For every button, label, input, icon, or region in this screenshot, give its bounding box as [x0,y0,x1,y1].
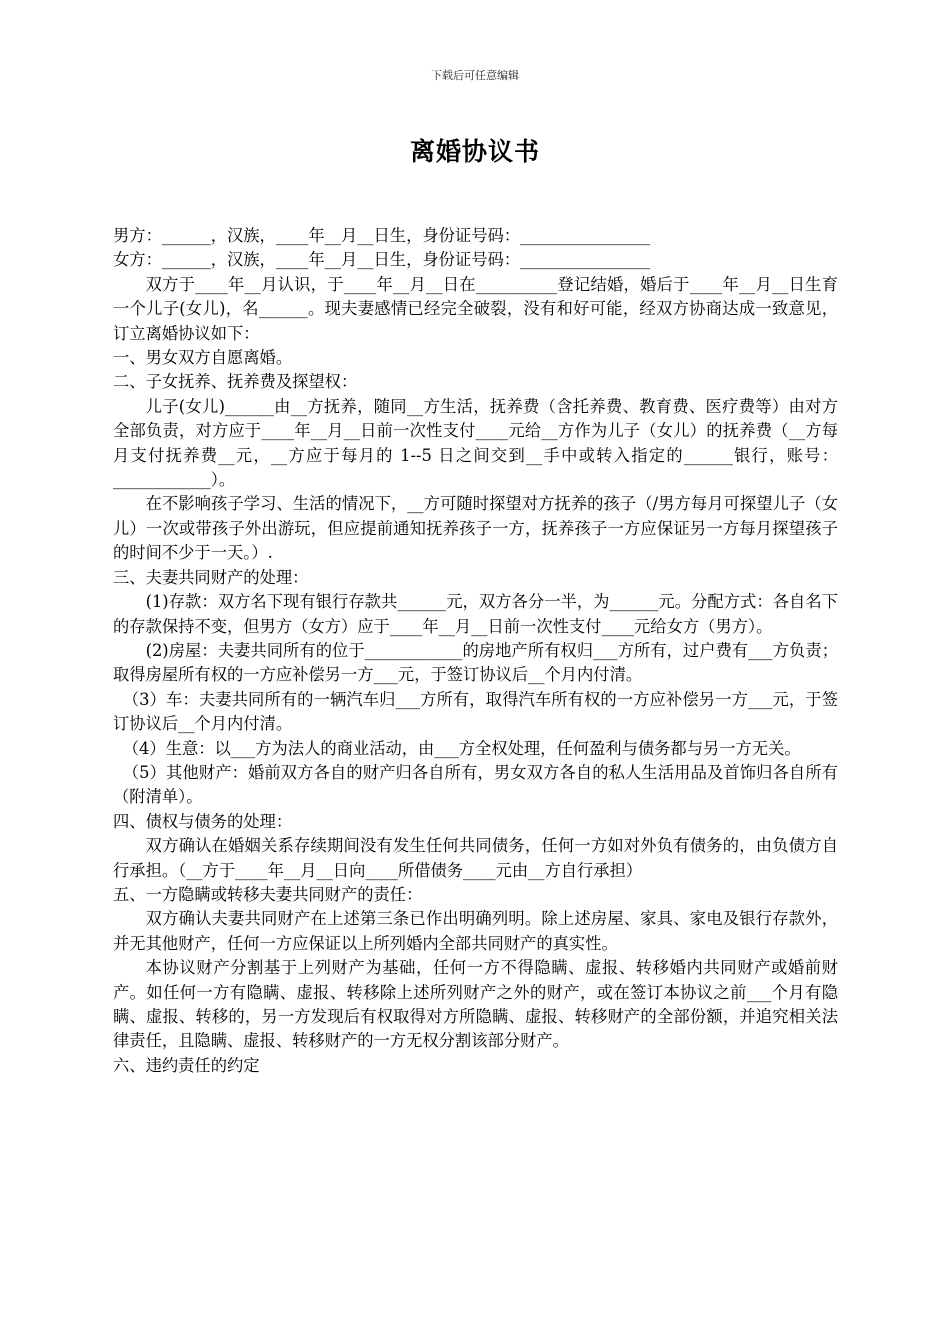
agreement-paragraph: 女方：______，汉族，____年__月__日生，身份证号码：________________ [113,250,651,270]
agreement-paragraph: (1)存款：双方名下现有银行存款共______元，双方各分一半，为______元。分配方式：各自名下的存款保持不变，但男方（女方）应于____年__月__日前一次性支付____元给女方（男方）。 [113,592,838,636]
agreement-paragraph: 二、子女抚养、抚养费及探望权： [113,372,358,392]
agreement-paragraph: 男方：______，汉族，____年__月__日生，身份证号码：________________ [113,226,651,245]
agreement-paragraph: (2)房屋：夫妻共同所有的位于____________的房地产所有权归___方所有，过户费有___方负责；取得房屋所有权的一方应补偿另一方___元，于签订协议后__个月内付清。 [113,640,838,685]
agreement-paragraph: （3）车：夫妻共同所有的一辆汽车归___方所有，取得汽车所有权的一方应补偿另一方___元，于签订协议后__个月内付清。 [113,689,838,734]
agreement-paragraph: 在不影响孩子学习、生活的情况下，__方可随时探望对方抚养的孩子（/男方每月可探望儿子（女儿）一次或带孩子外出游玩，但应提前通知抚养孩子一方，抚养孩子一方应保证另一方每月探望孩子的时间不少于一天。）. [113,494,838,563]
agreement-paragraph: （4）生意：以___方为法人的商业活动，由___方全权处理，任何盈利与债务都与另一方无关。 [122,738,801,758]
agreement-paragraph: 双方确认在婚姻关系存续期间没有发生任何共同债务，任何一方如对外负有债务的，由负债方自行承担。（__方于____年__月__日向____所借债务____元由__方自行承担） [113,836,838,880]
agreement-paragraph: 一、男女双方自愿离婚。 [113,348,293,368]
agreement-paragraph: 本协议财产分割基于上列财产为基础，任何一方不得隐瞒、虚报、转移婚内共同财产或婚前财产。如任何一方有隐瞒、虚报、转移除上述所列财产之外的财产，或在签订本协议之前___个月有隐瞒、虚报、转移的，另一方发现后有权取得对方所隐瞒、虚报、转移财产的全部份额，并追究相关法律责任，且隐瞒、虚报、转移财产的一方无权分割该部分财产。 [113,958,838,1051]
agreement-paragraph: 六、违约责任的约定 [113,1055,260,1075]
agreement-body [113,224,838,1078]
agreement-paragraph: （5）其他财产：婚前双方各自的财产归各自所有，男女双方各自的私人生活用品及首饰归各自所有（附清单）。 [113,762,838,807]
agreement-paragraph: 四、债权与债务的处理： [113,811,293,831]
agreement-paragraph: 双方确认夫妻共同财产在上述第三条已作出明确列明。除上述房屋、家具、家电及银行存款外，并无其他财产，任何一方应保证以上所列婚内全部共同财产的真实性。 [113,909,838,953]
agreement-paragraph: 儿子(女儿)______由__方抚养，随同__方生活，抚养费（含托养费、教育费、医疗费等）由对方全部负责，对方应于____年__月__日前一次性支付____元给__方作为儿子（女儿）的抚养费（__方每月支付抚养费__元，__方应于每月的 1--5 日之间交到__手中或转入指定的______银行，账号：____________）。 [113,396,838,490]
agreement-paragraph: 三、夫妻共同财产的处理： [113,567,309,587]
header-note: 下载后可任意编辑 [431,69,519,82]
document-title: 离婚协议书 [409,137,540,166]
agreement-paragraph: 双方于____年__月认识，于____年__月__日在__________登记结婚，婚后于____年__月__日生育一个儿子(女儿)，名______。现夫妻感情已经完全破裂，没有和好可能，经双方协商达成一致意见，订立离婚协议如下： [113,274,838,343]
agreement-paragraph: 五、一方隐瞒或转移夫妻共同财产的责任： [113,884,423,904]
